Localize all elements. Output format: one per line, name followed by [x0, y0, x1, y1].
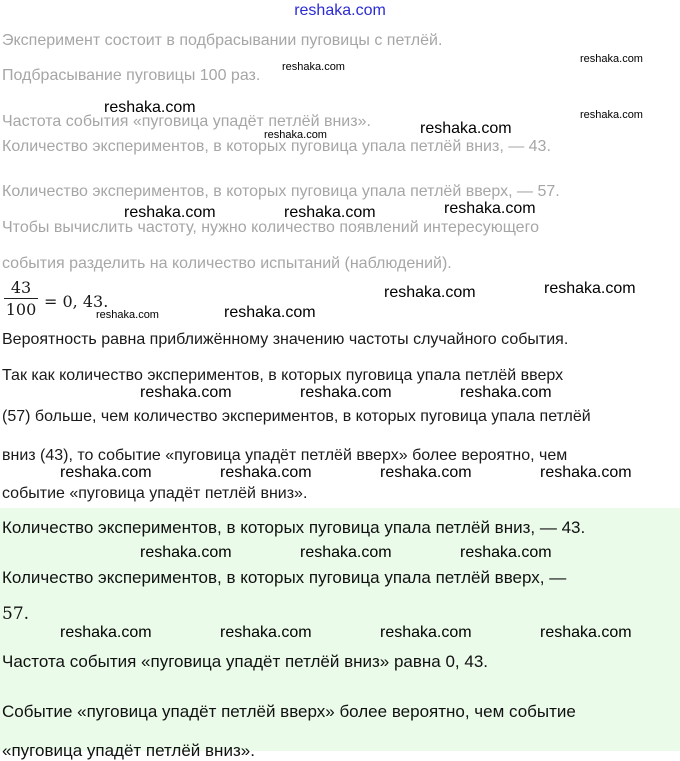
watermark: reshaka.com	[300, 544, 392, 561]
watermark: reshaka.com	[380, 624, 472, 641]
watermark: reshaka.com	[460, 384, 552, 401]
solution-line-9: Так как количество экспериментов, в которых пуговица упала петлёй вверх	[2, 367, 564, 384]
watermark: reshaka.com	[580, 53, 643, 65]
solution-line-11: вниз (43), то событие «пуговица упадёт петлёй вверх» более вероятно, чем	[2, 447, 568, 464]
watermark: reshaka.com	[224, 304, 316, 321]
watermark: reshaka.com	[544, 280, 636, 297]
solution-line-2: Подбрасывание пуговицы 100 раз.	[2, 67, 261, 84]
watermark: reshaka.com	[124, 204, 216, 221]
watermark: reshaka.com	[60, 624, 152, 641]
watermark: reshaka.com	[264, 129, 327, 141]
solution-line-1: Эксперимент состоит в подбрасывании пуговицы с петлёй.	[2, 32, 443, 49]
watermark: reshaka.com	[460, 544, 552, 561]
watermark: reshaka.com	[384, 284, 476, 301]
answer-line-2: Количество экспериментов, в которых пуговица упала петлёй вверх, —	[2, 568, 567, 587]
solution-line-3: Частота события «пуговица упадёт петлёй вниз».	[2, 113, 371, 130]
watermark: reshaka.com	[540, 624, 632, 641]
solution-line-8: Вероятность равна приближённому значению частоты случайного события.	[2, 331, 569, 348]
answer-line-1: Количество экспериментов, в которых пуговица упала петлёй вниз, — 43.	[2, 518, 586, 537]
answer-line-5: Событие «пуговица упадёт петлёй вверх» более вероятно, чем событие	[2, 702, 576, 721]
fraction-denominator: 100	[5, 300, 37, 319]
solution-line-7: события разделить на количество испытаний (наблюдений).	[2, 255, 452, 272]
answer-line-3: 57.	[2, 604, 30, 624]
watermark: reshaka.com	[140, 544, 232, 561]
watermark: reshaka.com	[420, 120, 512, 137]
watermark: reshaka.com	[300, 384, 392, 401]
watermark: reshaka.com	[380, 464, 472, 481]
watermark: reshaka.com	[444, 200, 536, 217]
fraction-numerator: 43	[4, 278, 38, 299]
answer-line-4: Частота события «пуговица упадёт петлёй вниз» равна 0, 43.	[2, 652, 489, 671]
watermark: reshaka.com	[104, 99, 196, 116]
watermark: reshaka.com	[282, 61, 345, 73]
solution-line-10: (57) больше, чем количество экспериментов, в которых пуговица упала петлёй	[2, 408, 591, 425]
watermark: reshaka.com	[580, 109, 643, 121]
watermark: reshaka.com	[220, 624, 312, 641]
site-header-link[interactable]: reshaka.com	[294, 2, 386, 19]
solution-line-4: Количество экспериментов, в которых пуговица упала петлёй вниз, — 43.	[2, 138, 551, 155]
fraction-result: = 0, 43.	[44, 292, 109, 311]
answer-line-6: «пуговица упадёт петлёй вниз».	[2, 741, 255, 760]
solution-line-5: Количество экспериментов, в которых пуговица упала петлёй вверх, — 57.	[2, 183, 560, 200]
watermark: reshaka.com	[60, 464, 152, 481]
watermark: reshaka.com	[220, 464, 312, 481]
watermark: reshaka.com	[140, 384, 232, 401]
watermark: reshaka.com	[540, 464, 632, 481]
watermark: reshaka.com	[284, 204, 376, 221]
solution-line-12: событие «пуговица упадёт петлёй вниз».	[2, 485, 308, 502]
watermark: reshaka.com	[96, 309, 159, 321]
solution-line-6: Чтобы вычислить частоту, нужно количество появлений интересующего	[2, 219, 539, 236]
fraction	[4, 278, 38, 319]
